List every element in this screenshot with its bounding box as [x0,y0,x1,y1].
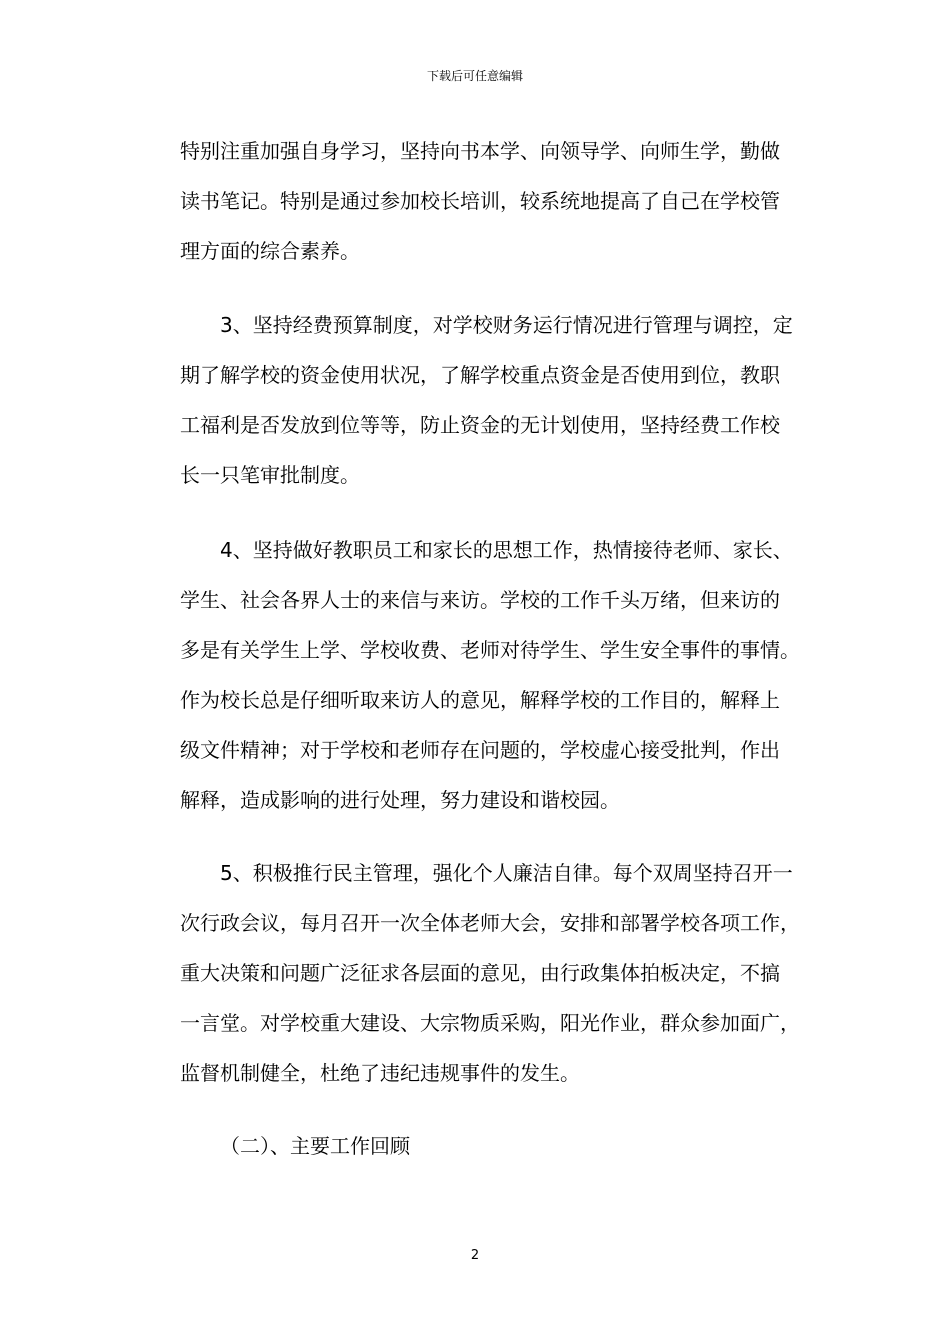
text-line: 次行政会议，每月召开一次全体老师大会，安排和部署学校各项工作， [180,911,800,935]
text-line: 监督机制健全，杜绝了违纪违规事件的发生。 [180,1061,580,1085]
text-line: 特别注重加强自身学习，坚持向书本学、向领导学、向师生学，勤做 [180,139,780,163]
text-line: 级文件精神；对于学校和老师存在问题的，学校虚心接受批判，作出 [180,738,780,762]
text-line: 理方面的综合素养。 [180,239,360,263]
text-line: 学生、社会各界人士的来信与来访。学校的工作千头万绪，但来访的 [180,588,780,612]
text-line: 长一只笔审批制度。 [180,463,360,487]
text-line: 期了解学校的资金使用状况，了解学校重点资金是否使用到位，教职 [180,363,780,387]
text-line: 4、坚持做好教职员工和家长的思想工作，热情接待老师、家长、 [220,538,793,562]
text-line: 多是有关学生上学、学校收费、老师对待学生、学生安全事件的事情。 [180,638,800,662]
page-number: 2 [470,1248,480,1263]
page-header: 下载后可任意编辑 [426,69,523,83]
text-line: 作为校长总是仔细听取来访人的意见，解释学校的工作目的，解释上 [180,688,780,712]
text-line: 解释，造成影响的进行处理，努力建设和谐校园。 [180,788,620,812]
text-line: 读书笔记。特别是通过参加校长培训，较系统地提高了自己在学校管 [180,189,780,213]
text-line: 一言堂。对学校重大建设、大宗物质采购，阳光作业，群众参加面广， [180,1011,800,1035]
text-line: 工福利是否发放到位等等，防止资金的无计划使用，坚持经费工作校 [180,413,780,437]
text-line: 5、积极推行民主管理，强化个人廉洁自律。每个双周坚持召开一 [220,861,793,885]
text-line: 3、坚持经费预算制度，对学校财务运行情况进行管理与调控，定 [220,313,793,337]
section-heading: （二）、主要工作回顾 [220,1134,410,1158]
text-line: 重大决策和问题广泛征求各层面的意见，由行政集体拍板决定，不搞 [180,961,780,985]
